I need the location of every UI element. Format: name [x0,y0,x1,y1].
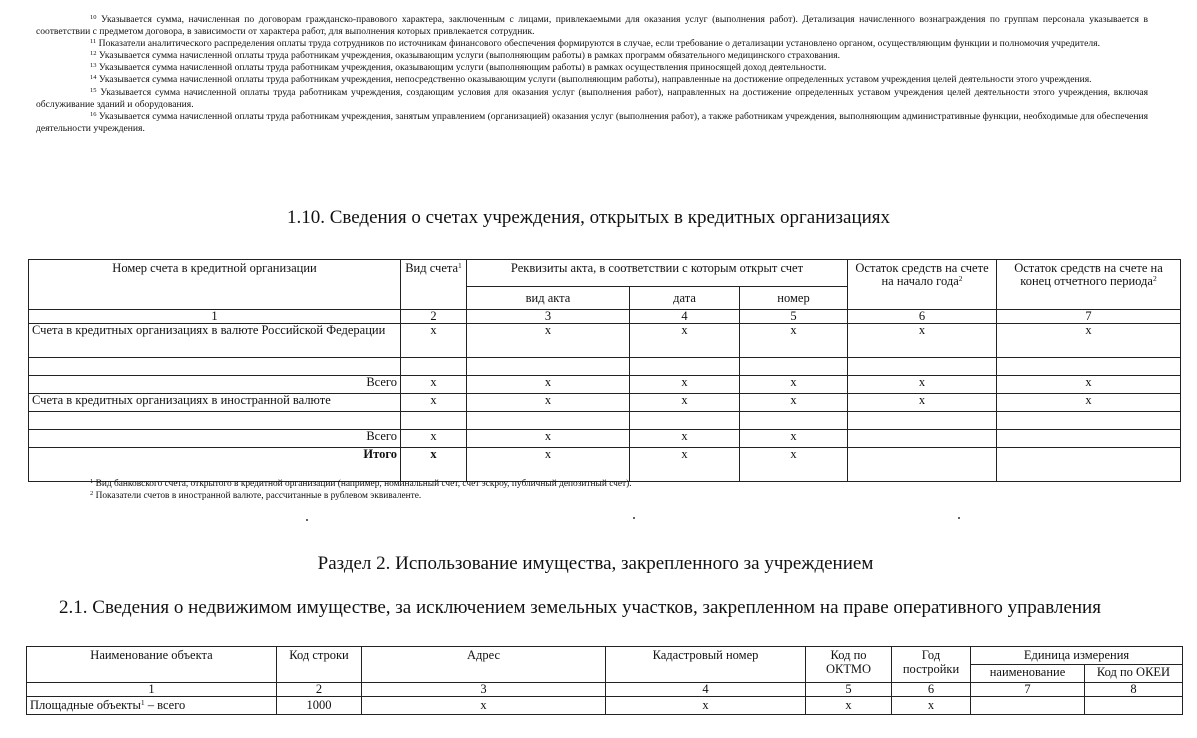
footnote-text: Указывается сумма начисленной оплаты труда работникам учреждения, непосредственно оказывающим услуги (выполняющим работы), направленные на достижение определенных уставом учреждения целей деятельности этого учреждения. [98,74,1092,86]
footnote-number: 12 [90,50,97,58]
table-cell: x [740,430,848,448]
footnote-14 [36,74,1148,86]
table-row [29,448,1181,482]
footnotes-block [36,14,1148,135]
column-numbers-row [29,310,1181,324]
table-row [29,324,1181,358]
table-cell [630,358,740,376]
table-cell: 1000 [277,697,362,715]
table-cell: x [997,324,1181,358]
footnote-text: Указывается сумма начисленной оплаты труда работникам учреждения, оказывающим услуги (выполняющим работы) в рамках программ обязательного медицинского страхования. [98,50,841,62]
table-cell: x [630,448,740,482]
footnote-text: Указывается сумма начисленной оплаты труда работникам учреждения, занятым управлением (организацией) оказания услуг (выполнения работ), а также работникам учреждения, выполняющим административные функции, необходимые для обеспечения деятельности учреждения. [36,110,1148,134]
table-row [27,697,1183,715]
table-cell [848,358,997,376]
header-balance-end: Остаток средств на счете на конец отчетного периода$^2$ [997,260,1181,310]
column-number: 5 [740,310,848,324]
real-estate-table [26,646,1183,715]
header-unit: Единица измерения [971,647,1183,665]
row-label: Счета в кредитных организациях в иностранной валюте [29,394,401,412]
table-cell [997,430,1181,448]
table-cell [467,358,630,376]
footnote-11 [36,38,1148,50]
column-number: 2 [277,683,362,697]
footnote-15 [36,87,1148,111]
table-row [29,358,1181,376]
table-cell: x [630,376,740,394]
table-cell: x [467,448,630,482]
footnote-10 [36,14,1148,38]
table-cell: x [997,394,1181,412]
table-cell [401,412,467,430]
table-cell: x [401,376,467,394]
header-cadastral: Кадастровый номер [606,647,806,683]
footnote-number: 16 [90,110,97,118]
table-cell [467,412,630,430]
row-label: Итого [29,448,401,482]
table-cell: x [892,697,971,715]
column-number: 4 [630,310,740,324]
table-cell: x [740,448,848,482]
table-cell: x [606,697,806,715]
table-cell [997,412,1181,430]
section-2-title: Раздел 2. Использование имущества, закрепленного за учреждением [317,553,874,574]
column-number: 1 [27,683,277,697]
column-number: 3 [467,310,630,324]
column-number: 2 [401,310,467,324]
row-label: Всего [29,430,401,448]
header-object-name: Наименование объекта [27,647,277,683]
table-cell: x [467,324,630,358]
table-row [29,430,1181,448]
table-cell: x [848,324,997,358]
table-cell: x [401,430,467,448]
footnote-text: Показатели аналитического распределения оплаты труда сотрудников по источникам финансового обеспечения формируются в случае, если требование о детализации установлено органом, осуществляющим функции и полномочия учредителя. [98,38,1100,50]
table-footnote-2: $^2$ Показатели счетов в иностранной валюте, рассчитанные в рублевом эквиваленте. [90,490,422,501]
footnote-number: 13 [90,62,97,70]
table-cell [740,358,848,376]
table-cell: x [630,324,740,358]
column-numbers-row [27,683,1183,697]
footnote-number: 11 [90,38,97,46]
table-cell: x [806,697,892,715]
header-balance-start: Остаток средств на счете на начало года$^2$ [848,260,997,310]
header-act-details: Реквизиты акта, в соответствии с которым открыт счет [467,260,848,287]
header-okei: Код по ОКЕИ [1085,665,1183,683]
table-cell: x [848,376,997,394]
table-cell [997,448,1181,482]
table-cell [997,358,1181,376]
row-label: Площадные объекты$^1$ – всего [27,697,277,715]
table-footnotes [90,478,632,502]
table-header-row [29,260,1181,287]
table-cell [740,412,848,430]
column-number: 3 [362,683,606,697]
row-label: Всего [29,376,401,394]
header-address: Адрес [362,647,606,683]
footnote-number: 15 [90,86,97,94]
section-2-1-title: 2.1. Сведения о недвижимом имуществе, за исключением земельных участков, закрепленном на праве оперативного управления [59,597,1101,618]
column-number: 7 [997,310,1181,324]
table-cell: x [630,394,740,412]
table-cell [401,358,467,376]
table-cell: x [362,697,606,715]
footnote-number: 14 [90,74,97,82]
table-cell [848,412,997,430]
scan-speck [633,517,635,519]
table-cell: x [848,394,997,412]
table-cell [971,697,1085,715]
table-cell: x [467,394,630,412]
table-row [29,394,1181,412]
table-cell: x [740,324,848,358]
footnote-number: 10 [90,14,97,21]
column-number: 4 [606,683,806,697]
header-account-number: Номер счета в кредитной организации [29,260,401,310]
footnote-text: Указывается сумма начисленной оплаты труда работникам учреждения, оказывающим услуги (выполняющим работы) в рамках осуществления приносящей доход деятельности. [98,62,827,74]
footnote-12 [36,50,1148,62]
footnote-text: Указывается сумма начисленной оплаты труда работникам учреждения, создающим условия для оказания услуг (выполнения работ), направленных на достижение определенных уставом учреждения целей деятельности этого учреждения, включая обслуживание зданий и оборудования. [36,86,1148,110]
scan-speck [958,517,960,519]
column-number: 8 [1085,683,1183,697]
table-cell: x [467,430,630,448]
row-label [29,358,401,376]
header-oktmo: Код по ОКТМО [806,647,892,683]
table-cell: x [740,394,848,412]
section-1-10-title: 1.10. Сведения о счетах учреждения, открытых в кредитных организациях [286,207,891,228]
accounts-table [28,259,1181,482]
table-cell: x [401,324,467,358]
footnote-text: Указывается сумма, начисленная по договорам гражданско-правового характера, заключенным с лицами, привлекаемыми для оказания услуг (выполнения работ). Детализация начисленного вознаграждения по группам персонала указывается в соответствии с предметом договора, в зависимости от характера работ, для выполнения которых привлекается сотрудник. [36,14,1148,38]
table-cell: x [467,376,630,394]
table-cell [1085,697,1183,715]
row-label: Счета в кредитных организациях в валюте Российской Федерации [29,324,401,358]
scan-speck [306,519,308,521]
table-cell [630,412,740,430]
column-number: 1 [29,310,401,324]
table-cell [848,430,997,448]
column-number: 7 [971,683,1085,697]
table-footnote-1: $^1$ Вид банковского счета, открытого в кредитной организации (например, номинальный счет, счет эскроу, публичный депозитный счет). [90,478,632,489]
table-cell: x [401,394,467,412]
column-number: 5 [806,683,892,697]
header-account-type: Вид счета$^1$ [401,260,467,310]
table-cell: x [740,376,848,394]
table-cell: x [997,376,1181,394]
header-unit-name: наименование [971,665,1085,683]
row-label [29,412,401,430]
footnote-16 [36,111,1148,135]
header-act-number: номер [740,287,848,310]
column-number: 6 [892,683,971,697]
header-act-date: дата [630,287,740,310]
table-row [29,376,1181,394]
header-act-type: вид акта [467,287,630,310]
table-cell: x [630,430,740,448]
header-year-built: Год постройки [892,647,971,683]
header-row-code: Код строки [277,647,362,683]
table-row [29,412,1181,430]
column-number: 6 [848,310,997,324]
table-cell [848,448,997,482]
table-cell: x [401,448,467,482]
table-header-row [27,647,1183,665]
footnote-13 [36,62,1148,74]
